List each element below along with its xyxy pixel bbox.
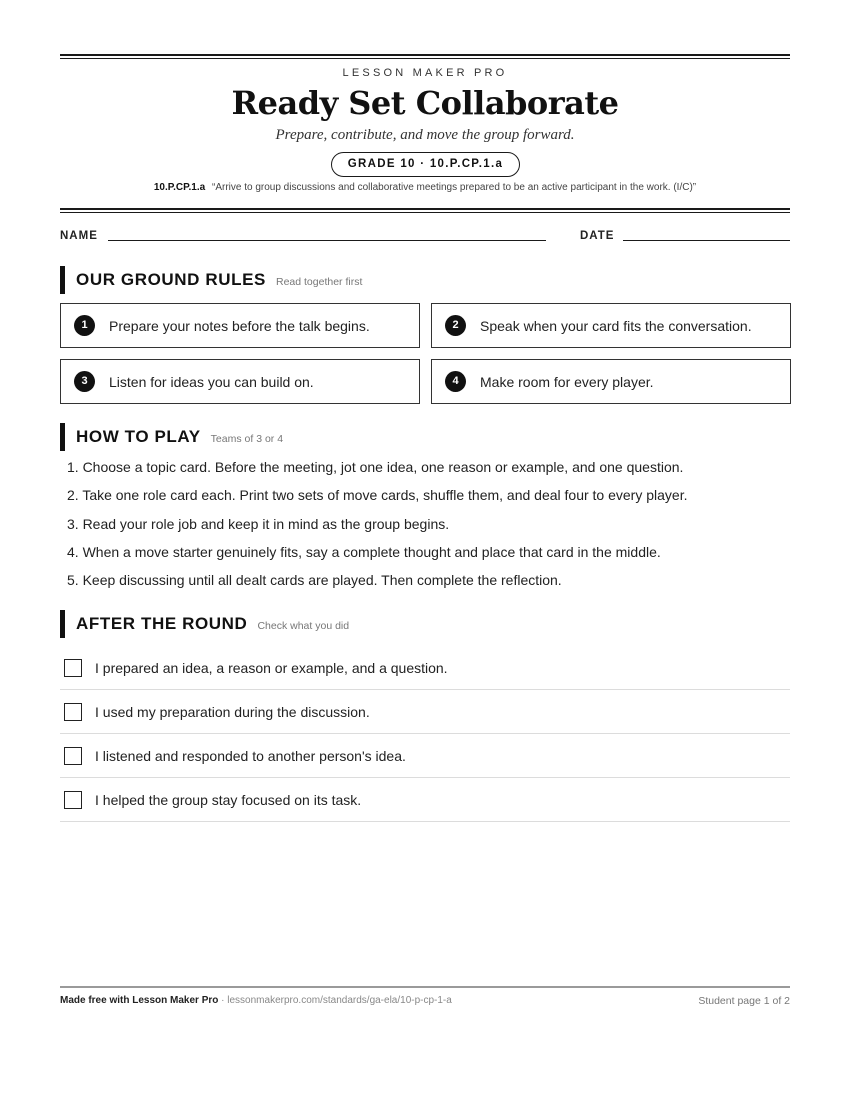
number-badge: 2 [445,315,466,336]
ground-rule-card [60,303,420,348]
section-title: HOW TO PLAY [76,427,201,446]
standard-line [60,182,790,193]
instructions-list [60,456,790,597]
ground-rule-text: Make room for every player. [480,373,654,390]
page-number: Student page 1 of 2 [698,995,790,1007]
reflection-text: I used my preparation during the discussion. [95,703,370,720]
instruction-step: 4. When a move starter genuinely fits, say a complete thought and place that card in the middle. [67,543,661,560]
reflection-checkbox[interactable] [64,747,82,765]
reflection-checkbox[interactable] [64,791,82,809]
number-badge: 4 [445,371,466,392]
reflection-item [60,734,790,778]
reflection-text: I prepared an idea, a reason or example, and a question. [95,659,448,676]
instruction-step: 2. Take one role card each. Print two sets of move cards, shuffle them, and deal four to every player. [67,487,688,504]
ground-rule-text: Speak when your card fits the conversation. [480,317,752,334]
grade-badge: GRADE 10 · 10.P.CP.1.a [331,152,520,177]
ground-rule-text: Listen for ideas you can build on. [109,373,314,390]
instruction-step: 5. Keep discussing until all dealt cards are played. Then complete the reflection. [67,572,562,589]
ground-rule-card [431,303,791,348]
date-label: DATE [580,230,615,242]
header-bottom-rule [60,208,790,213]
section-title: OUR GROUND RULES [76,270,266,289]
footer-credit [60,995,452,1006]
how-to-play-heading [60,423,283,451]
section-note: Read together first [276,275,363,288]
section-note: Check what you did [257,619,350,632]
instruction-step: 1. Choose a topic card. Before the meeting, jot one idea, one reason or example, and one question. [67,459,684,475]
section-note: Teams of 3 or 4 [210,432,284,445]
reflection-checkbox[interactable] [64,659,82,677]
reflection-checkbox[interactable] [64,703,82,721]
after-round-heading [60,610,349,638]
page-title: Ready Set Collaborate [231,84,619,122]
reflection-item [60,646,790,690]
ground-rule-text: Prepare your notes before the talk begins. [109,317,370,334]
number-badge: 3 [74,371,95,392]
ground-rules-heading [60,266,362,294]
header-top-rule [60,54,790,59]
standard-code: 10.P.CP.1.a [153,182,206,193]
brand-name: LESSON MAKER PRO [342,67,508,79]
date-field[interactable] [623,240,790,241]
reflection-item [60,690,790,734]
ground-rule-card [60,359,420,404]
instruction-step: 3. Read your role job and keep it in mind as the group begins. [67,515,450,532]
worksheet-page [60,0,790,1100]
name-label: NAME [60,230,98,242]
footer-made-with: Made free with Lesson Maker Pro [60,995,219,1006]
footer-rule [60,986,790,988]
name-field[interactable] [108,240,546,241]
reflection-item [60,778,790,822]
standard-text: “Arrive to group discussions and collaborative meetings prepared to be an active participant in the work. (I/C)” [211,182,697,193]
page-subtitle: Prepare, contribute, and move the group forward. [275,127,575,143]
reflection-text: I helped the group stay focused on its task. [95,791,362,808]
footer-url: · lessonmakerpro.com/standards/ga-ela/10-p-cp-1-a [218,995,452,1006]
number-badge: 1 [74,315,95,336]
ground-rule-card [431,359,791,404]
section-title: AFTER THE ROUND [76,614,248,633]
reflection-text: I listened and responded to another person's idea. [95,747,406,764]
